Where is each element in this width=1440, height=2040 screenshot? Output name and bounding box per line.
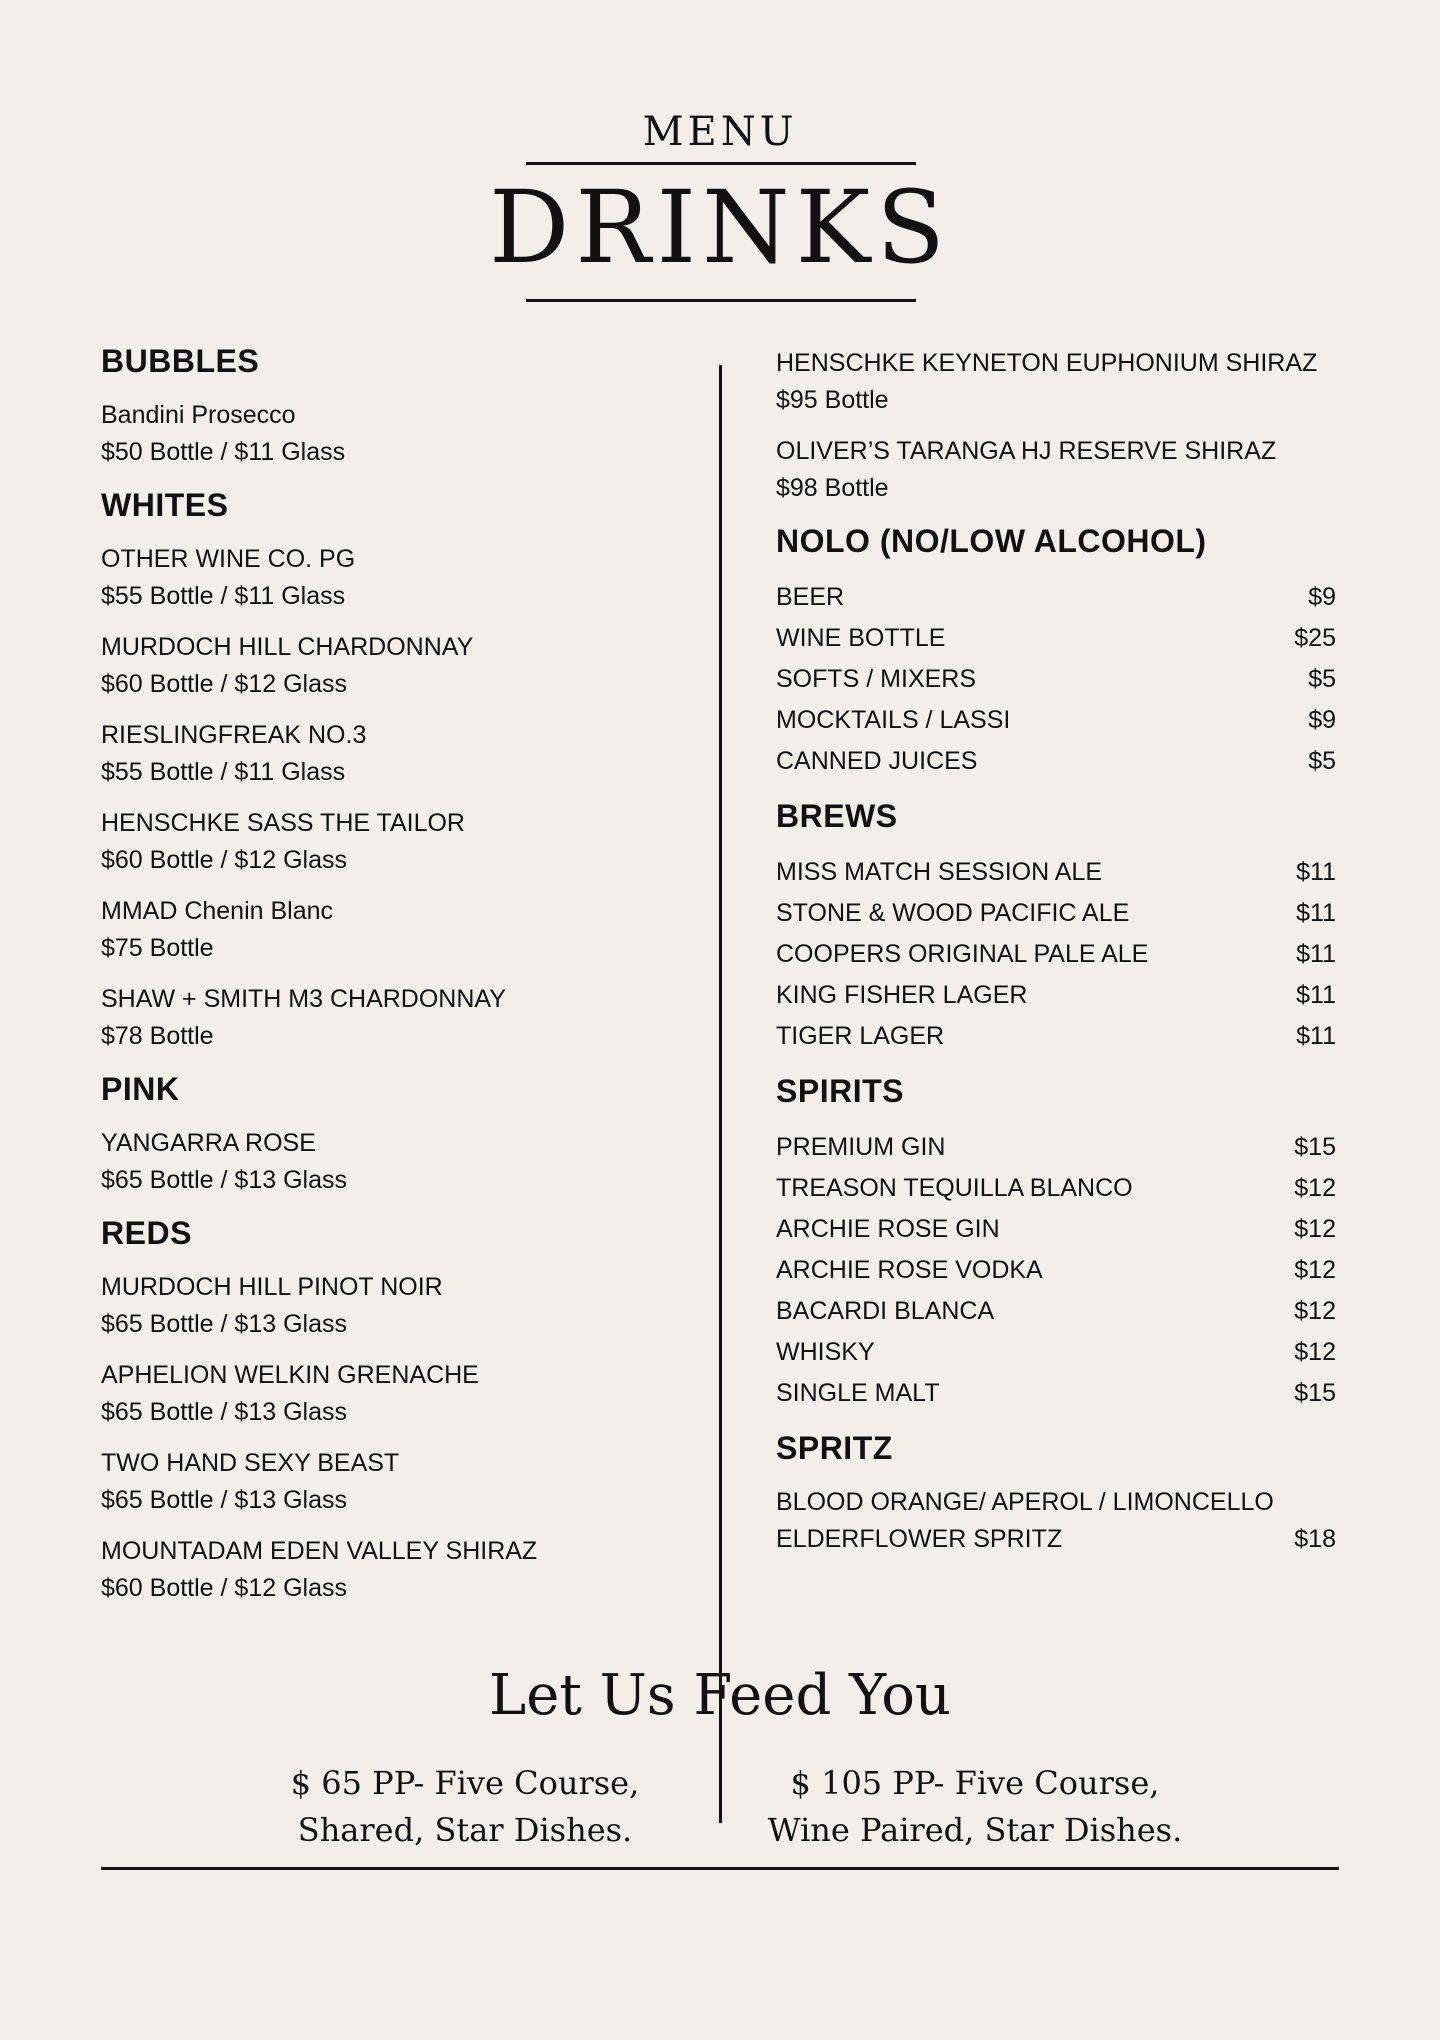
item-name: STONE & WOOD PACIFIC ALE xyxy=(776,899,1130,927)
price-row xyxy=(776,577,1336,618)
item-price: $98 Bottle xyxy=(776,474,889,502)
item-price: $11 xyxy=(1296,858,1336,886)
item-price: $11 xyxy=(1296,899,1336,927)
item-price: $5 xyxy=(1308,747,1336,775)
item-name: HENSCHKE KEYNETON EUPHONIUM SHIRAZ xyxy=(776,349,1318,377)
item-price: $11 xyxy=(1296,981,1336,1009)
menu-item xyxy=(101,981,701,1055)
section-spirits xyxy=(776,1075,1336,1414)
price-row xyxy=(776,618,1336,659)
menu-item xyxy=(776,345,1336,419)
price-row xyxy=(776,1168,1336,1209)
item-price: $18 xyxy=(1294,1525,1336,1553)
section-pink xyxy=(101,1073,701,1199)
right-column xyxy=(776,345,1336,1576)
menu-item xyxy=(101,1269,701,1343)
item-name: ELDERFLOWER SPRITZ xyxy=(776,1525,1063,1553)
spritz-line-1: BLOOD ORANGE/ APEROL / LIMONCELLO xyxy=(776,1488,1274,1516)
item-price: $60 Bottle / $12 Glass xyxy=(101,846,347,874)
menu-item xyxy=(101,1125,701,1199)
menu-item xyxy=(101,717,701,791)
item-price: $75 Bottle xyxy=(101,934,214,962)
item-price: $65 Bottle / $13 Glass xyxy=(101,1486,347,1514)
menu-item xyxy=(101,1445,701,1519)
header-rule-bottom xyxy=(526,299,916,302)
item-price: $25 xyxy=(1294,624,1336,652)
item-price: $9 xyxy=(1308,583,1336,611)
item-price: $55 Bottle / $11 Glass xyxy=(101,582,346,610)
price-row xyxy=(776,1209,1336,1250)
item-name: BEER xyxy=(776,583,845,611)
item-name: PREMIUM GIN xyxy=(776,1133,946,1161)
section-brews xyxy=(776,800,1336,1057)
item-name: TREASON TEQUILLA BLANCO xyxy=(776,1174,1133,1202)
section-spritz xyxy=(776,1432,1336,1558)
item-name: YANGARRA ROSE xyxy=(101,1129,316,1157)
section-title: REDS xyxy=(101,1215,192,1251)
offer-shared: $ 65 PP- Five Course, Shared, Star Dishes. xyxy=(290,1764,640,1849)
feed-title: Let Us Feed You xyxy=(489,1663,951,1728)
item-price: $11 xyxy=(1296,1022,1336,1050)
item-price: $11 xyxy=(1296,940,1336,968)
item-name: APHELION WELKIN GRENACHE xyxy=(101,1361,479,1389)
menu-item xyxy=(776,433,1336,507)
item-name: RIESLINGFREAK NO.3 xyxy=(101,721,367,749)
item-price: $60 Bottle / $12 Glass xyxy=(101,1574,347,1602)
item-name: MISS MATCH SESSION ALE xyxy=(776,858,1103,886)
price-row xyxy=(776,1332,1336,1373)
price-row xyxy=(776,852,1336,893)
section-title: PINK xyxy=(101,1071,180,1107)
price-row xyxy=(776,934,1336,975)
price-row xyxy=(776,1373,1336,1414)
item-name: SOFTS / MIXERS xyxy=(776,665,977,693)
menu-item xyxy=(101,893,701,967)
item-name: TWO HAND SEXY BEAST xyxy=(101,1449,400,1477)
item-price: $95 Bottle xyxy=(776,386,889,414)
item-name: MURDOCH HILL PINOT NOIR xyxy=(101,1273,443,1301)
item-price: $65 Bottle / $13 Glass xyxy=(101,1310,347,1338)
item-name: MURDOCH HILL CHARDONNAY xyxy=(101,633,474,661)
section-nolo xyxy=(776,525,1336,782)
item-price: $12 xyxy=(1294,1215,1336,1243)
section-reds xyxy=(101,1217,701,1607)
menu-item xyxy=(101,805,701,879)
price-row xyxy=(776,1127,1336,1168)
item-price: $78 Bottle xyxy=(101,1022,214,1050)
section-bubbles xyxy=(101,345,701,471)
left-column xyxy=(101,345,701,1625)
item-name: COOPERS ORIGINAL PALE ALE xyxy=(776,940,1149,968)
item-name: MOUNTADAM EDEN VALLEY SHIRAZ xyxy=(101,1537,538,1565)
item-price: $12 xyxy=(1294,1297,1336,1325)
item-price: $12 xyxy=(1294,1174,1336,1202)
price-row xyxy=(776,659,1336,700)
price-row xyxy=(776,1250,1336,1291)
item-name: MMAD Chenin Blanc xyxy=(101,897,334,925)
section-reds-continued xyxy=(776,345,1336,507)
offer-wine-paired: $ 105 PP- Five Course, Wine Paired, Star Dishes. xyxy=(767,1764,1183,1849)
item-name: SHAW + SMITH M3 CHARDONNAY xyxy=(101,985,506,1013)
item-name: OTHER WINE CO. PG xyxy=(101,545,356,573)
item-price: $60 Bottle / $12 Glass xyxy=(101,670,347,698)
item-name: WINE BOTTLE xyxy=(776,624,946,652)
price-row xyxy=(776,1291,1336,1332)
menu-item xyxy=(101,1533,701,1607)
item-name: BACARDI BLANCA xyxy=(776,1297,995,1325)
section-title: SPIRITS xyxy=(776,1073,904,1109)
item-name: HENSCHKE SASS THE TAILOR xyxy=(101,809,465,837)
item-price: $65 Bottle / $13 Glass xyxy=(101,1166,347,1194)
item-price: $12 xyxy=(1294,1256,1336,1284)
item-price: $65 Bottle / $13 Glass xyxy=(101,1398,347,1426)
price-row xyxy=(776,741,1336,782)
item-name: SINGLE MALT xyxy=(776,1379,940,1407)
menu-item xyxy=(101,397,701,471)
item-name: ARCHIE ROSE GIN xyxy=(776,1215,1000,1243)
spritz-line-2 xyxy=(776,1521,1336,1558)
section-title: SPRITZ xyxy=(776,1430,893,1466)
spritz-item xyxy=(776,1484,1336,1558)
item-name: ARCHIE ROSE VODKA xyxy=(776,1256,1043,1284)
menu-item xyxy=(101,541,701,615)
item-price: $15 xyxy=(1294,1379,1336,1407)
item-name: MOCKTAILS / LASSI xyxy=(776,706,1011,734)
item-name: WHISKY xyxy=(776,1338,875,1366)
price-row xyxy=(776,975,1336,1016)
footer-rule xyxy=(101,1867,1339,1870)
price-row xyxy=(776,893,1336,934)
menu-item xyxy=(101,629,701,703)
section-title: WHITES xyxy=(101,487,229,523)
item-name: CANNED JUICES xyxy=(776,747,978,775)
item-name: TIGER LAGER xyxy=(776,1022,945,1050)
item-price: $5 xyxy=(1308,665,1336,693)
item-name: OLIVER’S TARANGA HJ RESERVE SHIRAZ xyxy=(776,437,1277,465)
section-title: BREWS xyxy=(776,798,898,834)
item-price: $50 Bottle / $11 Glass xyxy=(101,438,346,466)
menu-item xyxy=(101,1357,701,1431)
menu-label: MENU xyxy=(642,109,798,155)
price-row xyxy=(776,1016,1336,1057)
header-rule-top xyxy=(526,162,916,165)
item-name: Bandini Prosecco xyxy=(101,401,296,429)
page-title: DRINKS xyxy=(489,169,951,286)
section-title: NOLO (NO/LOW ALCOHOL) xyxy=(776,523,1207,559)
item-price: $12 xyxy=(1294,1338,1336,1366)
item-price: $9 xyxy=(1308,706,1336,734)
section-title: BUBBLES xyxy=(101,343,260,379)
item-price: $15 xyxy=(1294,1133,1336,1161)
item-name: KING FISHER LAGER xyxy=(776,981,1028,1009)
price-row xyxy=(776,700,1336,741)
section-whites xyxy=(101,489,701,1055)
item-price: $55 Bottle / $11 Glass xyxy=(101,758,346,786)
column-divider xyxy=(719,365,722,1823)
